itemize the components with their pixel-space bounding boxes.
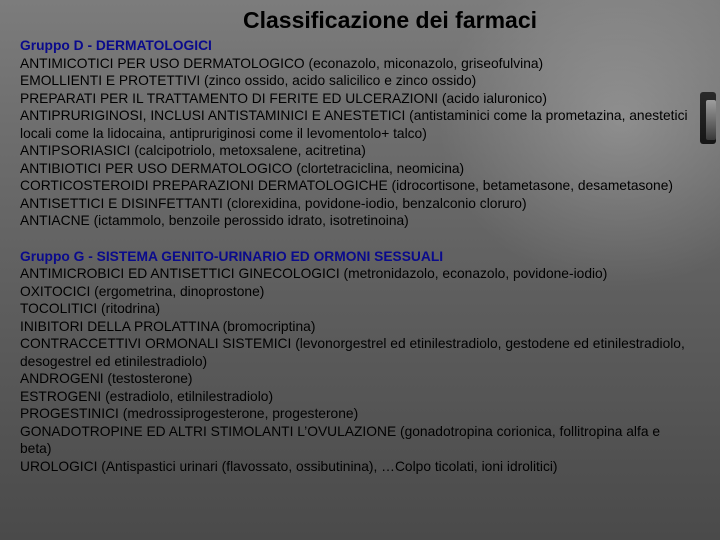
list-item: TOCOLITICI (ritodrina) — [20, 301, 161, 316]
list-item: CONTRACCETTIVI ORMONALI SISTEMICI (levonorgestrel ed etinilestradiolo, gestodene ed etinilestradiolo, desogestrel ed etinilestradiolo) — [20, 336, 685, 369]
list-item: EMOLLIENTI E PROTETTIVI (zinco ossido, acido salicilico e zinco ossido) — [20, 73, 477, 88]
section-heading: Gruppo D - DERMATOLOGICI — [20, 38, 212, 53]
list-item: INIBITORI DELLA PROLATTINA (bromocriptina) — [20, 318, 316, 334]
list-item: PREPARATI PER IL TRATTAMENTO DI FERITE ED ULCERAZIONI (acido ialuronico) — [20, 90, 547, 106]
list-item: PROGESTINICI (medrossiprogesterone, progesterone) — [20, 406, 359, 421]
list-item: ANTIMICROBICI ED ANTISETTICI GINECOLOGICI (metronidazolo, econazolo, povidone-iodio) — [20, 266, 608, 281]
list-item: ANTIPSORIASICI (calcipotriolo, metoxsalene, acitretina) — [20, 143, 366, 158]
list-item: CORTICOSTEROIDI PREPARAZIONI DERMATOLOGICHE (idrocortisone, betametasone, desametasone) — [20, 178, 674, 193]
section-heading: Gruppo G - SISTEMA GENITO-URINARIO ED ORMONI SESSUALI — [20, 248, 444, 264]
section-genito-urinario — [20, 248, 692, 476]
list-item: GONADOTROPINE ED ALTRI STIMOLANTI L’OVULAZIONE (gonadotropina corionica, follitropina alfa e beta) — [20, 423, 660, 456]
list-item: ANTIPRURIGINOSI, INCLUSI ANTISTAMINICI E ANESTETICI (antistaminici come la prometazina, anestetici locali come la lidocaina, antipruriginosi come il levomentolo+ talco) — [20, 108, 688, 141]
list-item: ANDROGENI (testosterone) — [20, 371, 193, 386]
decorative-highlight — [706, 100, 716, 140]
list-item: ANTIACNE (ictammolo, benzoile perossido idrato, isotretinoina) — [20, 213, 409, 228]
section-dermatologici — [20, 37, 692, 230]
slide-content — [20, 37, 692, 475]
list-item: ANTIBIOTICI PER USO DERMATOLOGICO (clortetraciclina, neomicina) — [20, 160, 465, 176]
slide-title: Classificazione dei farmaci — [242, 7, 537, 33]
list-item: ESTROGENI (estradiolo, etilnilestradiolo) — [20, 388, 274, 404]
list-item: OXITOCICI (ergometrina, dinoprostone) — [20, 283, 265, 299]
list-item: ANTIMICOTICI PER USO DERMATOLOGICO (econazolo, miconazolo, griseofulvina) — [20, 55, 544, 71]
list-item: ANTISETTICI E DISINFETTANTI (clorexidina, povidone-iodio, benzalconio cloruro) — [20, 195, 527, 211]
list-item: UROLOGICI (Antispastici urinari (flavossato, ossibutinina), …Colpo ticolati, ioni idrolitici) — [20, 458, 558, 474]
